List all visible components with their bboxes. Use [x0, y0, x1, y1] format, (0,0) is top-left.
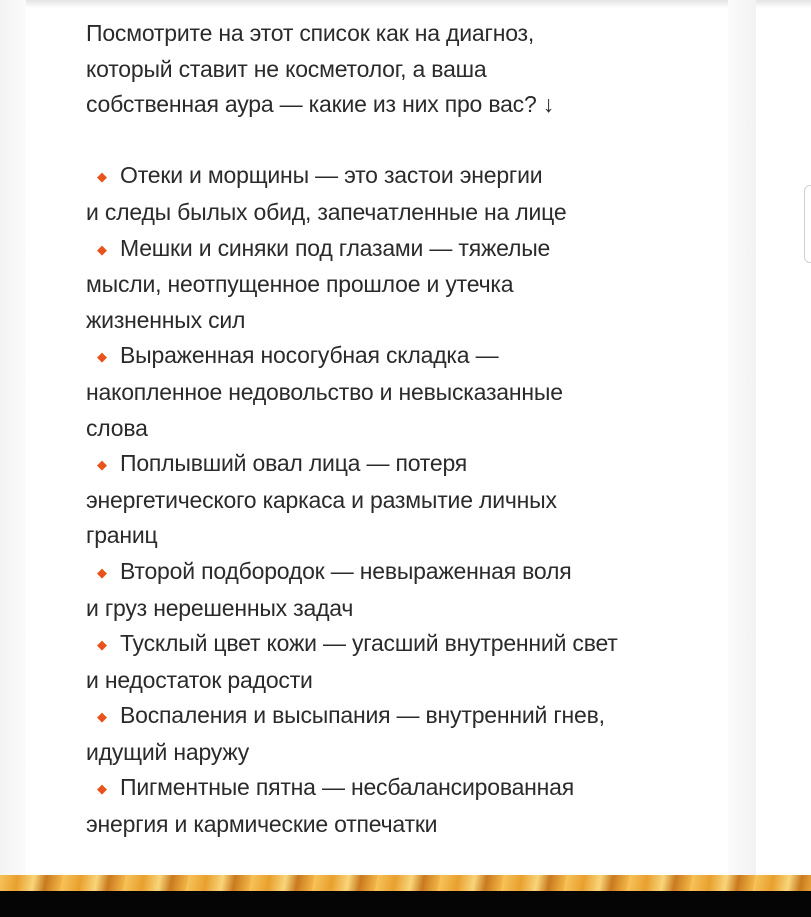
orange-diamond-icon: ◆ [97, 241, 107, 257]
list-item: ◆ Отеки и морщины — это застои энергии и следы былых обид, запечатленные на лице [86, 158, 726, 230]
list-item: ◆ Поплывший овал лица — потеря энергетического каркаса и размытие личных границ [86, 446, 726, 554]
decorative-image-strip [0, 875, 811, 891]
orange-diamond-icon: ◆ [97, 709, 107, 725]
right-margin [728, 0, 756, 875]
post-text [86, 16, 726, 843]
list-item: ◆ Тусклый цвет кожи — угасший внутренний свет и недостаток радости [86, 626, 726, 698]
orange-diamond-icon: ◆ [97, 637, 107, 653]
orange-diamond-icon: ◆ [97, 169, 107, 185]
orange-diamond-icon: ◆ [97, 457, 107, 473]
list-item: ◆ Второй подбородок — невыраженная воля и груз нерешенных задач [86, 554, 726, 626]
bottom-bar [0, 891, 811, 917]
list-item: ◆ Пигментные пятна — несбалансированная энергия и кармические отпечатки [86, 770, 726, 842]
orange-diamond-icon: ◆ [97, 349, 107, 365]
intro-paragraph: Посмотрите на этот список как на диагноз, который ставит не косметолог, а ваша собственная аура — какие из них про вас? ↓ [86, 20, 555, 118]
orange-diamond-icon: ◆ [97, 564, 107, 580]
list-item: ◆ Мешки и синяки под глазами — тяжелые мысли, неотпущенное прошлое и утечка жизненных сил [86, 231, 726, 339]
left-margin [0, 0, 26, 875]
side-tab-handle[interactable] [804, 185, 811, 263]
top-shadow [0, 0, 811, 8]
orange-diamond-icon: ◆ [97, 781, 107, 797]
list-item: ◆ Воспаления и высыпания — внутренний гнев, идущий наружу [86, 698, 726, 770]
list-item: ◆ Выраженная носогубная складка — накопленное недовольство и невысказанные слова [86, 338, 726, 446]
